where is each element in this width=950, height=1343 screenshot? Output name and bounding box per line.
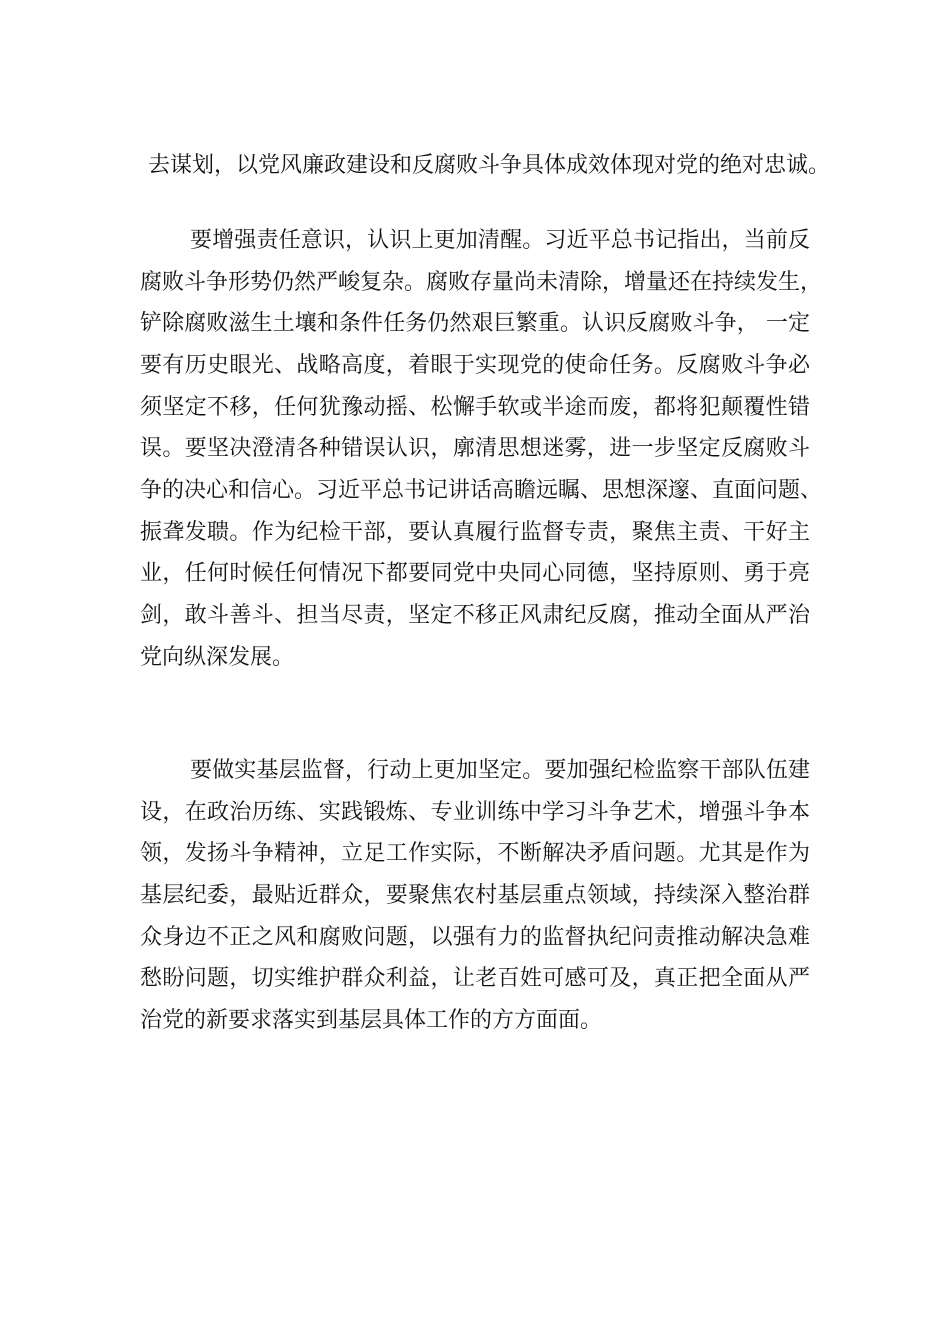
text-line: 剑，敢斗善斗、担当尽责，坚定不移正风肃纪反腐，推动全面从严治 [140,603,810,628]
text-line: 要有历史眼光、战略高度，着眼于实现党的使命任务。反腐败斗争必 [140,353,810,378]
text-line: 领，发扬斗争精神，立足工作实际，不断解决矛盾问题。尤其是作为 [140,841,810,866]
text-line: 腐败斗争形势仍然严峻复杂。腐败存量尚未清除，增量还在持续发生， [140,270,823,295]
text-line: 治党的新要求落实到基层具体工作的方方面面。 [140,1008,603,1033]
text-line: 业，任何时候任何情况下都要同党中央同心同德，坚持原则、勇于亮 [140,561,810,586]
text-line: 基层纪委，最贴近群众，要聚焦农村基层重点领域，持续深入整治群 [140,883,810,908]
text-line: 振聋发聩。作为纪检干部，要认真履行监督专责，聚焦主责、干好主 [140,520,810,545]
text-line: 误。要坚决澄清各种错误认识，廓清思想迷雾，进一步坚定反腐败斗 [140,436,810,461]
text-line: 要做实基层监督，行动上更加坚定。要加强纪检监察干部队伍建 [190,758,810,783]
text-line: 党向纵深发展。 [140,645,295,670]
text-line: 须坚定不移，任何犹豫动摇、松懈手软或半途而废，都将犯颠覆性错 [140,395,810,420]
text-line: 铲除腐败滋生土壤和条件任务仍然艰巨繁重。认识反腐败斗争， 一定 [140,311,810,336]
text-line: 要增强责任意识，认识上更加清醒。习近平总书记指出，当前反 [190,228,810,253]
text-line: 设，在政治历练、实践锻炼、专业训练中学习斗争艺术，增强斗争本 [140,800,810,825]
text-line: 争的决心和信心。习近平总书记讲话高瞻远瞩、思想深邃、直面问题、 [140,478,823,503]
text-line: 去谋划，以党风廉政建设和反腐败斗争具体成效体现对党的绝对忠诚。 [148,153,831,178]
text-line: 愁盼问题，切实维护群众利益，让老百姓可感可及，真正把全面从严 [140,966,810,991]
text-line: 众身边不正之风和腐败问题，以强有力的监督执纪问责推动解决急难 [140,925,810,950]
